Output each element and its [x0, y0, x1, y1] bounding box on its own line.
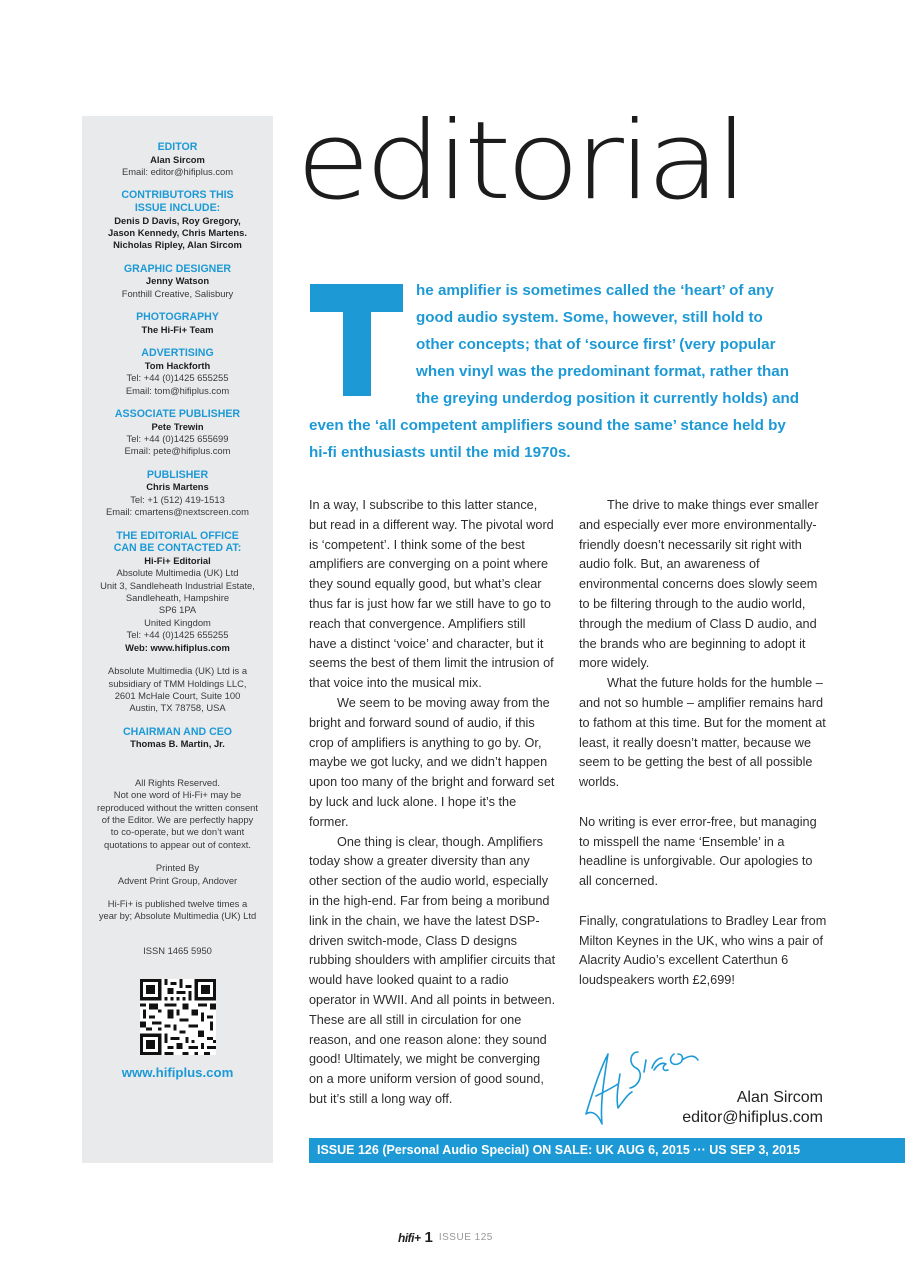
published-block: [82, 898, 273, 923]
qr-code-image: [140, 979, 216, 1055]
advertising-heading: ADVERTISING: [141, 347, 214, 360]
printed-line: Printed By: [155, 862, 200, 874]
published-line: year by; Absolute Multimedia (UK) Ltd: [98, 910, 257, 922]
publisher-email: Email: cmartens@nextscreen.com: [106, 506, 249, 518]
issue-label: ISSUE 125: [438, 1232, 493, 1243]
page-number: 1: [424, 1229, 433, 1246]
office-line: SP6 1PA: [158, 604, 197, 616]
subsidiary-line: Absolute Multimedia (UK) Ltd is a: [107, 665, 248, 677]
designer-company: Fonthill Creative, Salisbury: [121, 287, 234, 299]
body-paragraph: Finally, congratulations to Bradley Lear from Milton Keynes in the UK, who wins a pair of Alacrity Audio’s excellent Caterthun 6 loudspeakers worth £2,699!: [579, 913, 827, 988]
office-heading-2: CAN BE CONTACTED AT:: [113, 542, 242, 555]
advertising-email: Email: tom@hifiplus.com: [125, 384, 230, 396]
page-title: editorial: [296, 99, 743, 224]
intro-line: good audio system. Some, however, still hold to: [416, 309, 763, 326]
editor-name: Alan Sircom: [150, 153, 205, 165]
published-line: Hi-Fi+ is published twelve times a: [107, 897, 248, 909]
associate-heading: ASSOCIATE PUBLISHER: [114, 408, 241, 421]
office-heading: THE EDITORIAL OFFICE: [116, 529, 239, 542]
office-line: Unit 3, Sandleheath Industrial Estate,: [100, 579, 255, 591]
designer-name: Jenny Watson: [145, 275, 210, 287]
subsidiary-block: [82, 665, 273, 715]
chairman-block: [82, 726, 273, 751]
office-name: Hi-Fi+ Editorial: [144, 554, 211, 566]
publisher-heading: PUBLISHER: [146, 468, 209, 481]
intro-line: hi-fi enthusiasts until the mid 1970s.: [309, 444, 571, 461]
rights-line: to co-operate, but we don’t want: [110, 826, 245, 838]
associate-email: Email: pete@hifiplus.com: [124, 445, 231, 457]
rights-block: [82, 777, 273, 851]
office-web: Web: www.hifiplus.com: [125, 641, 230, 653]
advertising-name: Tom Hackforth: [144, 359, 211, 371]
body-column-right: [579, 496, 827, 991]
printed-line: Advent Print Group, Andover: [117, 874, 238, 886]
intro-line: the greying underdog position it currently holds) and: [416, 390, 800, 407]
contributors-block: [82, 189, 273, 251]
editor-block: [82, 141, 273, 178]
subsidiary-line: subsidiary of TMM Holdings LLC,: [108, 677, 247, 689]
signature-block: [682, 1088, 823, 1128]
body-paragraph: No writing is ever error-free, but managing to misspell the name ‘Ensemble’ in a headline is unforgivable. Our apologies to all concerned.: [579, 814, 817, 889]
issn: ISSN 1465 5950: [143, 944, 212, 956]
designer-heading: GRAPHIC DESIGNER: [123, 262, 232, 275]
office-line: United Kingdom: [144, 616, 211, 628]
body-paragraph: In a way, I subscribe to this latter stance, but read in a different way. The pivotal word is ‘competent’. I think some of the best amplifiers are converging on a point where they sound equally good, but what’s clear thus far is just how far we still have to go to reach that convergence. Amplifiers still have a distinct ‘voice’ and character, but it seems the best of them limit the intrusion of that voice into the musical mix.: [309, 498, 554, 691]
designer-block: [82, 263, 273, 300]
chairman-heading: CHAIRMAN AND CEO: [122, 725, 233, 738]
page-footer: [398, 1229, 493, 1246]
office-line: Tel: +44 (0)1425 655255: [126, 629, 229, 641]
contributors-heading: CONTRIBUTORS THIS: [121, 189, 234, 202]
contributors-line: Denis D Davis, Roy Gregory,: [114, 214, 241, 226]
associate-tel: Tel: +44 (0)1425 655699: [126, 433, 229, 445]
body-paragraph: We seem to be moving away from the bright and forward sound of audio, if this crop of amplifiers is anything to go by. Or, maybe we got lucky, and we didn’t happen upon too many of the bright and forward set by luck and luck alone. I hope it’s the former.: [309, 695, 555, 829]
rights-line: quotations to appear out of context.: [104, 838, 251, 850]
intro-line: when vinyl was the predominant format, rather than: [416, 363, 789, 380]
next-issue-banner: ISSUE 126 (Personal Audio Special) ON SALE: UK AUG 6, 2015 ··· US SEP 3, 2015: [309, 1138, 905, 1163]
rights-line: Not one word of Hi-Fi+ may be: [113, 789, 242, 801]
intro-line: other concepts; that of ‘source first’ (very popular: [416, 336, 776, 353]
chairman-name: Thomas B. Martin, Jr.: [130, 738, 225, 750]
magazine-logo: hifi+: [398, 1230, 421, 1245]
printed-block: [82, 862, 273, 887]
body-paragraph: What the future holds for the humble – and not so humble – amplifier remains hard to fathom at this time. But for the moment at least, it really doesn’t matter, because we seem to be getting the best of all possible worlds.: [579, 676, 826, 790]
website-link[interactable]: www.hifiplus.com: [121, 1064, 234, 1080]
associate-name: Pete Trewin: [151, 420, 204, 432]
editor-email: Email: editor@hifiplus.com: [121, 166, 234, 177]
rights-line: of the Editor. We are perfectly happy: [101, 813, 254, 825]
subsidiary-line: 2601 McHale Court, Suite 100: [114, 689, 241, 701]
contributors-line: Jason Kennedy, Chris Martens.: [108, 227, 247, 238]
office-line: Sandleheath, Hampshire: [125, 592, 230, 604]
body-column-left: [309, 496, 556, 1110]
associate-publisher-block: [82, 408, 273, 458]
rights-line: reproduced without the written consent: [96, 801, 259, 813]
advertising-tel: Tel: +44 (0)1425 655255: [126, 372, 229, 384]
photography-name: The Hi-Fi+ Team: [141, 323, 214, 335]
contributors-line: Nicholas Ripley, Alan Sircom: [113, 239, 242, 251]
publisher-name: Chris Martens: [146, 481, 209, 493]
subsidiary-line: Austin, TX 78758, USA: [129, 702, 226, 714]
photography-block: [82, 311, 273, 336]
contributors-heading-2: ISSUE INCLUDE:: [134, 202, 221, 214]
office-block: [82, 530, 273, 654]
editor-heading: EDITOR: [157, 141, 198, 153]
publisher-tel: Tel: +1 (512) 419-1513: [130, 493, 225, 505]
publisher-block: [82, 469, 273, 519]
body-paragraph: One thing is clear, though. Amplifiers today show a greater diversity than any other section of the audio world, especially in the high-end. Far from being a moribund link in the chain, we have the latest DSP-driven switch-mode, Class D designs rubbing shoulders with amplifier circuits that would have looked quaint to a radio operator in WWII. And all points in between. These are all still in circulation for one reason, and one reason alone: they sound good! Ultimately, we might be converging on a more uniform version of good sound, but it’s still a long way off.: [309, 834, 556, 1106]
author-email[interactable]: editor@hifiplus.com: [682, 1109, 823, 1126]
rights-line: All Rights Reserved.: [135, 776, 220, 788]
masthead-sidebar: [82, 116, 273, 1163]
office-line: Absolute Multimedia (UK) Ltd: [116, 567, 239, 579]
body-paragraph: The drive to make things ever smaller and especially ever more environmentally-friendly doesn’t necessarily sit right with audio folk. But, an awareness of environmental concerns does slowly seem to be filtering through to the audio world, through the medium of Class D audio, and the brands who are beginning to adopt it more widely.: [579, 498, 819, 671]
author-name: Alan Sircom: [736, 1089, 823, 1106]
intro-line: even the ‘all competent amplifiers sound the same’ stance held by: [309, 417, 786, 434]
photography-heading: PHOTOGRAPHY: [136, 311, 219, 324]
intro-line: he amplifier is sometimes called the ‘heart’ of any: [416, 282, 774, 299]
dropcap-letter: [310, 284, 403, 396]
advertising-block: [82, 347, 273, 397]
